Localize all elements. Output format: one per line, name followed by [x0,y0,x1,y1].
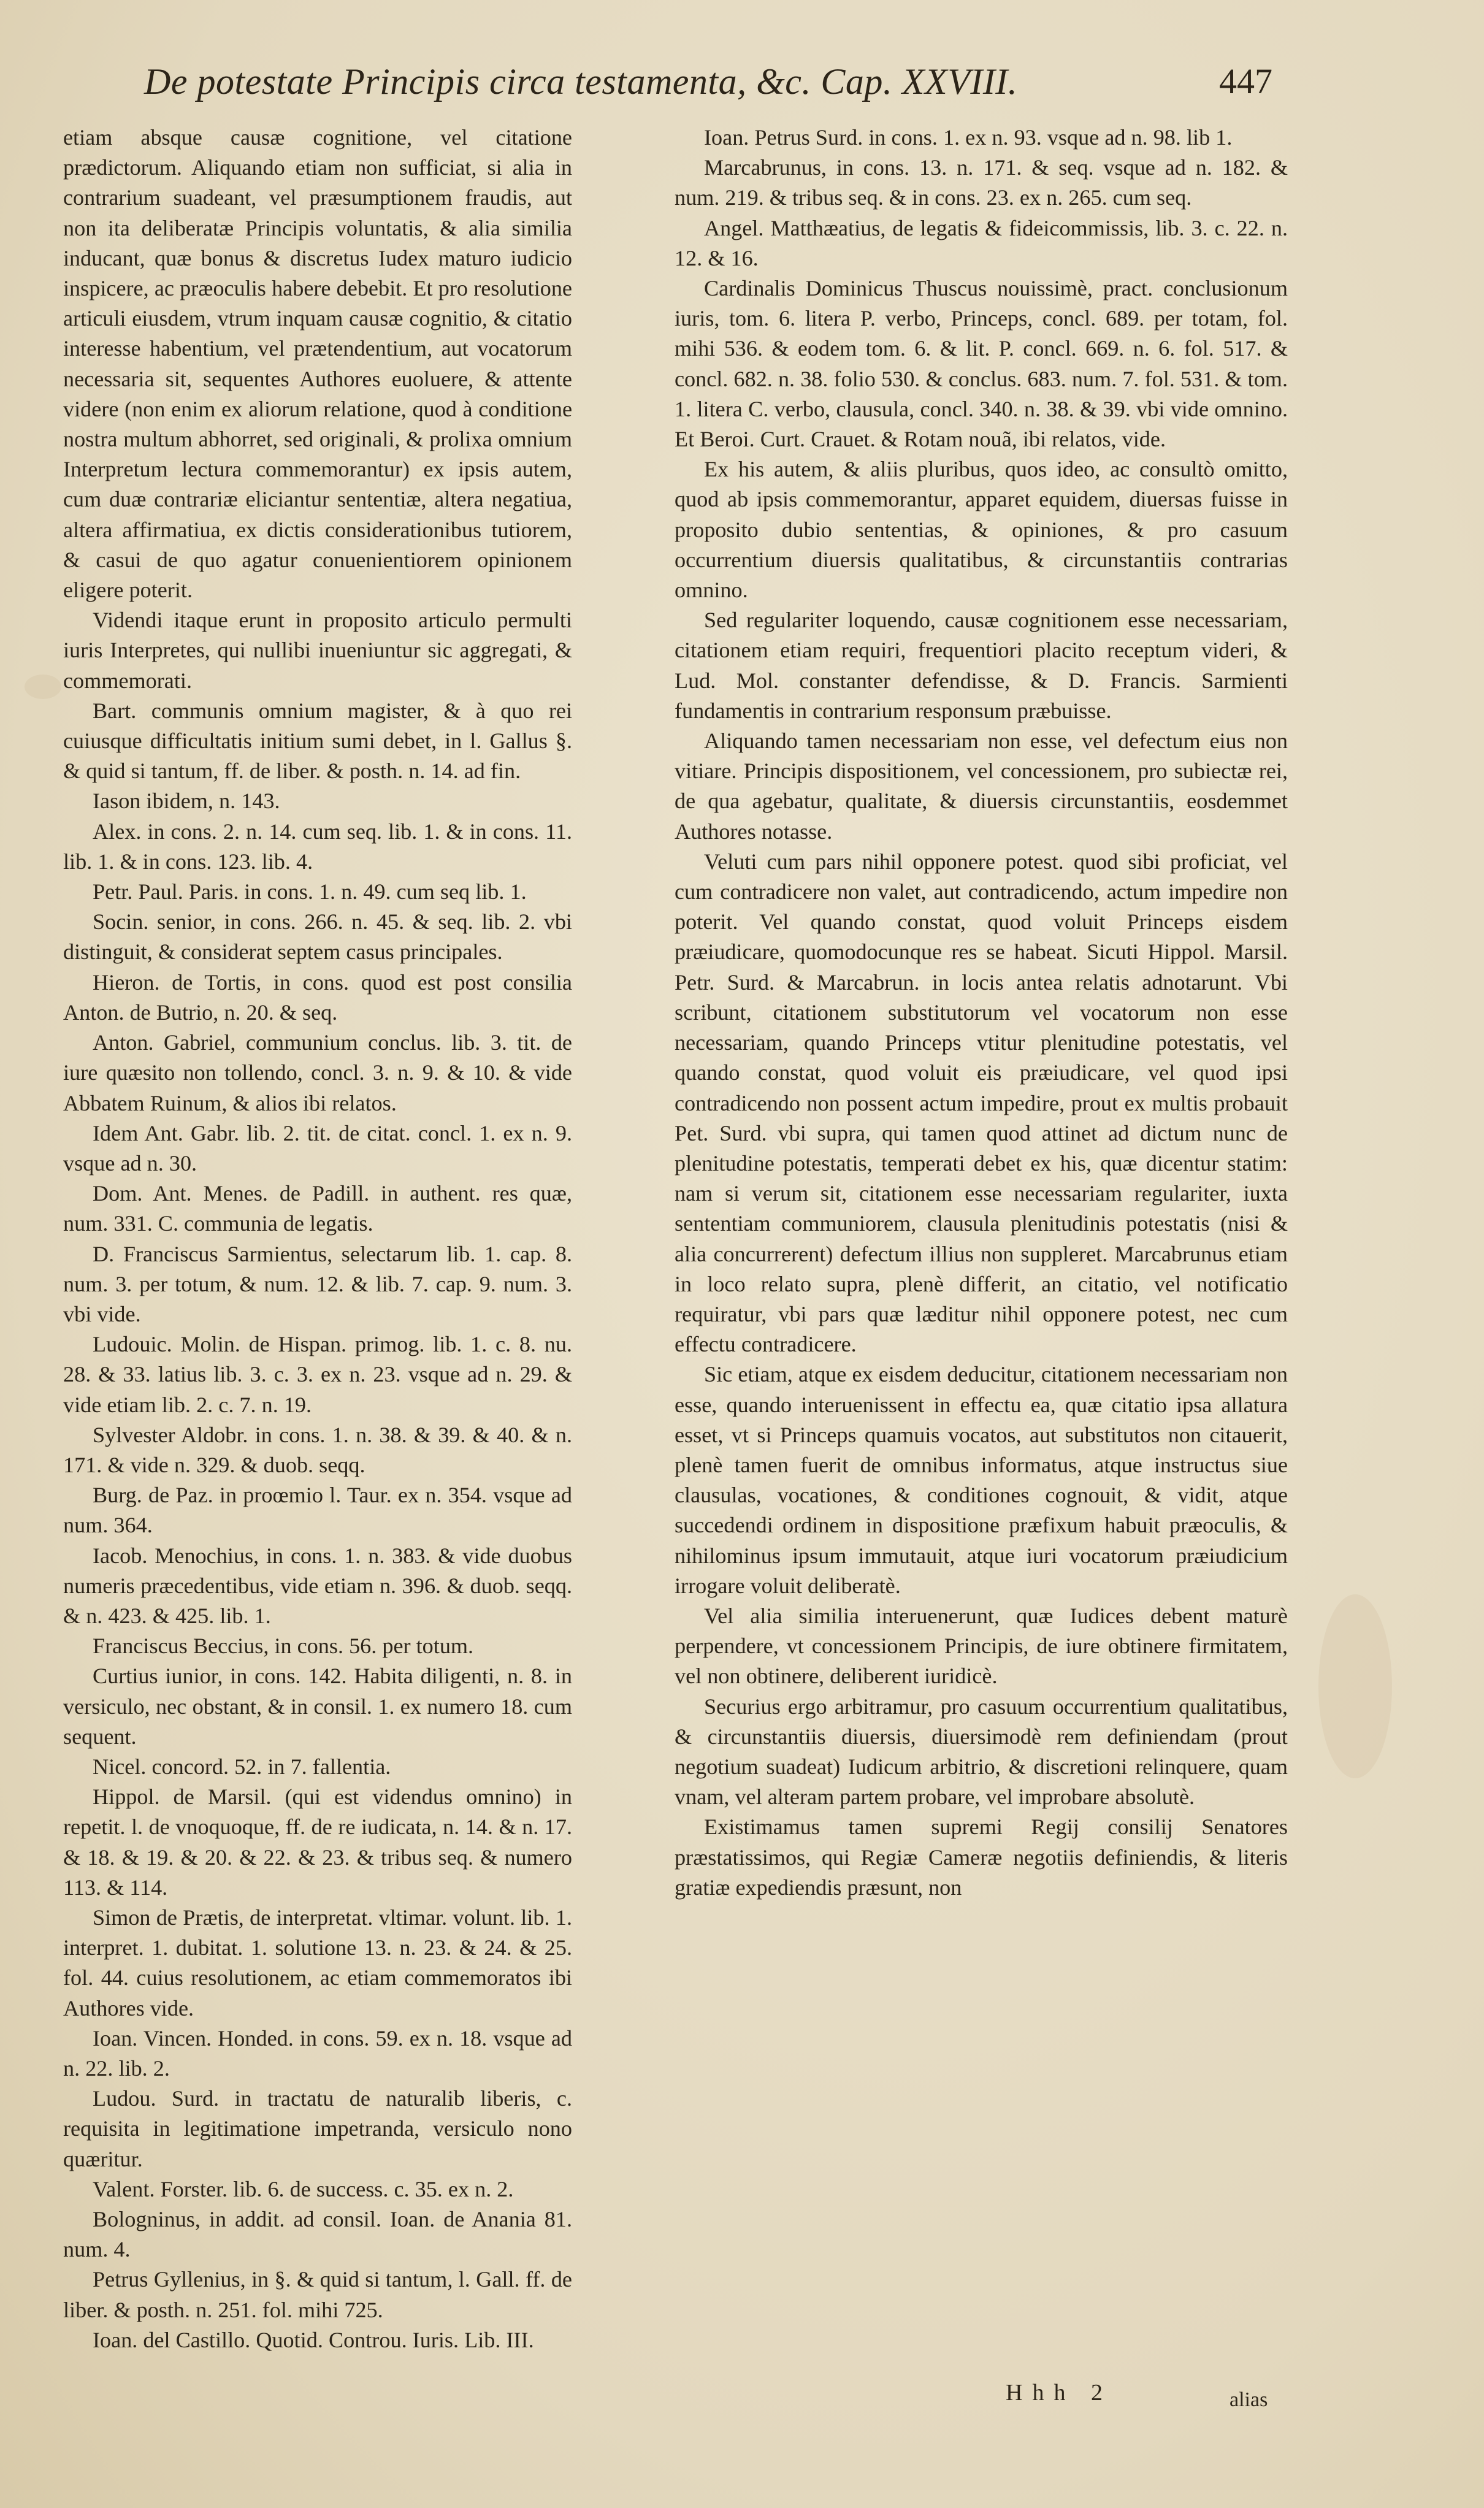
paragraph: Vel alia similia interuenerunt, quæ Iudices debent maturè perpendere, vt concessionem Principis, de iure obtinere firmitatem, vel non obtinere, deliberent iuridicè. [675,1603,1288,1689]
left-column [63,123,572,2355]
paragraph: Existimamus tamen supremi Regij consilij Senatores præstatissimos, qui Regiæ Cameræ negotiis definiendis, & literis gratiæ expediendis præsunt, non [675,1814,1288,1900]
citation-entry: Petrus Gyllenius, in §. & quid si tantum, l. Gall. ff. de liber. & posth. n. 251. fol. mihi 725. [63,2267,572,2322]
citation-entry: Bart. communis omnium magister, & à quo rei cuiusque difficultatis initium sumi debet, in l. Gallus §. & quid si tantum, ff. de liber. & posth. n. 14. ad fin. [63,698,572,784]
citation-entry: Idem Ant. Gabr. lib. 2. tit. de citat. concl. 1. ex n. 9. vsque ad n. 30. [63,1120,572,1176]
citation-entry: Angel. Matthæatius, de legatis & fideicommissis, lib. 3. c. 22. n. 12. & 16. [675,215,1288,270]
paragraph: Sed regulariter loquendo, causæ cognitionem esse necessariam, citationem etiam requiri, frequentiori placito receptum videri, & Lud. Mol. constanter defendisse, & D. Francis. Sarmienti fundamentis in contrarium responsum præbuisse. [675,608,1288,723]
citation-entry: Ioan. Vincen. Honded. in cons. 59. ex n. 18. vsque ad n. 22. lib. 2. [63,2025,572,2081]
citation-entry: Nicel. concord. 52. in 7. fallentia. [93,1754,391,1779]
citation-entry: Ludou. Surd. in tractatu de naturalib liberis, c. requisita in legitimatione impetranda, versiculo nono quæritur. [63,2086,572,2171]
paragraph: Aliquando tamen necessariam non esse, vel defectum eius non vitiare. Principis dispositionem, vel concessionem, pro subiectæ rei, de qua agebatur, qualitate, & diuersis circunstantiis, eosdemmet Authores notasse. [675,728,1288,844]
citation-entry: Simon de Prætis, de interpretat. vltimar. volunt. lib. 1. interpret. 1. dubitat. 1. solutione 13. n. 23. & 24. & 25. fol. 44. cuius resolutionem, ac etiam commemoratos ibi Authores vide. [63,1905,572,2021]
citation-entry: Iacob. Menochius, in cons. 1. n. 383. & vide duobus numeris præcedentibus, vide etiam n. 396. & duob. seqq. & n. 423. & 425. lib. 1. [63,1543,572,1628]
paper-stain [25,675,61,699]
running-title: De potestate Principis circa testamenta, &c. Cap. XXVIII. [144,61,1018,102]
citation-entry: Iason ibidem, n. 143. [93,789,280,814]
citation-entry: Petr. Paul. Paris. in cons. 1. n. 49. cum seq lib. 1. [93,879,527,904]
citation-entry: Hippol. de Marsil. (qui est videndus omnino) in repetit. l. de vnoquoque, ff. de re iudicata, n. 14. & n. 17. & 18. & 19. & 20. & 22. & 23. & tribus seq. & numero 113. & 114. [63,1784,572,1900]
page-number: 447 [1219,61,1272,101]
citation-entry: Ioan. Petrus Surd. in cons. 1. ex n. 93. vsque ad n. 98. lib 1. [704,125,1233,150]
paragraph: Securius ergo arbitramur, pro casuum occurrentium qualitatibus, & circunstantiis diuersis, diuersimodè rem definiendam (prout negotium suadeat) Iudicum arbitrio, & discretioni relinquere, quam vnam, vel alteram partem probare, vel improbare absolutè. [675,1694,1288,1810]
citation-entry: Dom. Ant. Menes. de Padill. in authent. res quæ, num. 331. C. communia de legatis. [63,1181,572,1236]
citation-entry: D. Franciscus Sarmientus, selectarum lib. 1. cap. 8. num. 3. per totum, & num. 12. & lib. 7. cap. 9. num. 3. vbi vide. [63,1241,572,1326]
citation-entry: Ioan. del Castillo. Quotid. Controu. Iuris. Lib. III. [93,2327,534,2352]
signature-mark: Hhh 2 [1006,2380,1112,2406]
right-column [675,123,1288,1903]
page-header [144,54,1272,109]
citation-entry: Bologninus, in addit. ad consil. Ioan. de Anania 81. num. 4. [63,2207,572,2262]
citation-entry: Burg. de Paz. in proœmio l. Taur. ex n. 354. vsque ad num. 364. [63,1483,572,1538]
paragraph: Sic etiam, atque ex eisdem deducitur, citationem necessariam non esse, quando interuenissent in effectu ea, quæ citatio ipsa allatura esset, vt si Princeps quamuis vocatos, aut substitutos non citauerit, plenè tamen fuerit de omnibus informatus, atque instructus siue clausulas, vocationes, & conditiones cognouit, & vidit, atque succedendi ordinem in dispositione præfixum habuit præoculis, & nihilominus ipsum immutauit, atque iuri vocatorum præiudicium irrogare voluit deliberatè. [675,1362,1288,1598]
citation-entry: Valent. Forster. lib. 6. de success. c. 35. ex n. 2. [93,2176,514,2201]
citation-entry: Cardinalis Dominicus Thuscus nouissimè, pract. conclusionum iuris, tom. 6. litera P. verbo, Princeps, concl. 689. per totam, fol. mihi 536. & eodem tom. 6. & lit. P. concl. 669. n. 6. fol. 517. & concl. 682. n. 38. folio 530. & conclus. 683. num. 7. fol. 531. & tom. 1. litera C. verbo, clausula, concl. 340. n. 38. & 39. vbi vide omnino. Et Beroi. Curt. Crauet. & Rotam nouã, ibi relatos, vide. [675,276,1288,452]
paragraph: etiam absque causæ cognitione, vel citatione prædictorum. Aliquando etiam non sufficiat, si alia in contrarium suadeant, vel præsumptionem fraudis, aut non ita deliberatæ Principis voluntatis, & alia similia inducant, quæ bonus & discretus Iudex maturo iudicio inspicere, ac præoculis habere debebit. Et pro resolutione articuli eiusdem, vtrum inquam causæ cognitio, & citatio interesse habentium, vel prætendentium, aut vocatorum necessaria sit, sequentes Authores euoluere, & attente videre (non enim ex aliorum relatione, quod à conditione nostra multum abhorret, sed originali, & prolixa omnium Interpretum lectura commemorantur) ex ipsis autem, cum duæ contrariæ eliciantur sententiæ, altera negatiua, altera affirmatiua, ex dictis considerationibus tutiorem, & casui de quo agatur conuenientiorem opinionem eligere poterit. [63,125,572,603]
citation-entry: Franciscus Beccius, in cons. 56. per totum. [93,1634,474,1659]
citation-entry: Marcabrunus, in cons. 13. n. 171. & seq. vsque ad n. 182. & num. 219. & tribus seq. & in cons. 23. ex n. 265. cum seq. [675,155,1288,210]
citation-entry: Socin. senior, in cons. 266. n. 45. & seq. lib. 2. vbi distinguit, & considerat septem casus principales. [63,909,572,965]
paragraph: Ex his autem, & aliis pluribus, quos ideo, ac consultò omitto, quod ab ipsis commemorantur, apparet equidem, diuersas fuisse in proposito dubio sententias, & opiniones, & pro casuum occurrentium diuersis qualitatibus, & circunstantiis contrarias omnino. [675,457,1288,603]
citation-entry: Curtius iunior, in cons. 142. Habita diligenti, n. 8. in versiculo, nec obstant, & in consil. 1. ex numero 18. cum sequent. [63,1664,572,1749]
catchword: alias [1230,2388,1268,2411]
paper-stain [1318,1594,1392,1778]
citation-entry: Ludouic. Molin. de Hispan. primog. lib. 1. c. 8. nu. 28. & 33. latius lib. 3. c. 3. ex n. 23. vsque ad n. 29. & vide etiam lib. 2. c. 7. n. 19. [63,1332,572,1417]
citation-entry: Alex. in cons. 2. n. 14. cum seq. lib. 1. & in cons. 11. lib. 1. & in cons. 123. lib. 4. [63,819,572,874]
citation-entry: Sylvester Aldobr. in cons. 1. n. 38. & 39. & 40. & n. 171. & vide n. 329. & duob. seqq. [63,1422,572,1477]
paragraph: Veluti cum pars nihil opponere potest. quod sibi proficiat, vel cum contradicere non valet, aut contradicendo, actum impedire non poterit. Vel quando constat, quod voluit Princeps eisdem præiudicare, quomodocunque res se habeat. Sicuti Hippol. Marsil. Petr. Surd. & Marcabrun. in locis antea relatis adnotarunt. Vbi scribunt, citationem substitutorum vel vocatorum non esse necessariam, quando Princeps vtitur plenitudine potestatis, vel quando constat, quod voluit eis præiudicare, vel quod ipsi contradicendo non possent actum impedire, prout ex multis probauit Pet. Surd. vbi supra, qui tamen quod attinet ad dictum nunc de plenitudine potestatis, temperati debet ex his, quæ dicentur statim: nam si verum sit, citationem esse necessariam regulariter, iuxta sententiam communiorem, clausula plenitudinis potestatis (nisi & alia concurrerent) defectum illius non suppleret. Marcabrunus etiam in loco relato supra, plenè differit, an citatio, vel notificatio requiratur, vbi pars quæ læditur nihil opponere potest, nec cum effectu contradicere. [675,849,1288,1357]
citation-entry: Anton. Gabriel, communium conclus. lib. 3. tit. de iure quæsito non tollendo, concl. 3. n. 9. & 10. & vide Abbatem Ruinum, & alios ibi relatos. [63,1030,572,1115]
citation-entry: Hieron. de Tortis, in cons. quod est post consilia Anton. de Butrio, n. 20. & seq. [63,969,572,1025]
paragraph: Videndi itaque erunt in proposito articulo permulti iuris Interpretes, qui nullibi inueniuntur sic aggregati, & commemorati. [63,608,572,693]
